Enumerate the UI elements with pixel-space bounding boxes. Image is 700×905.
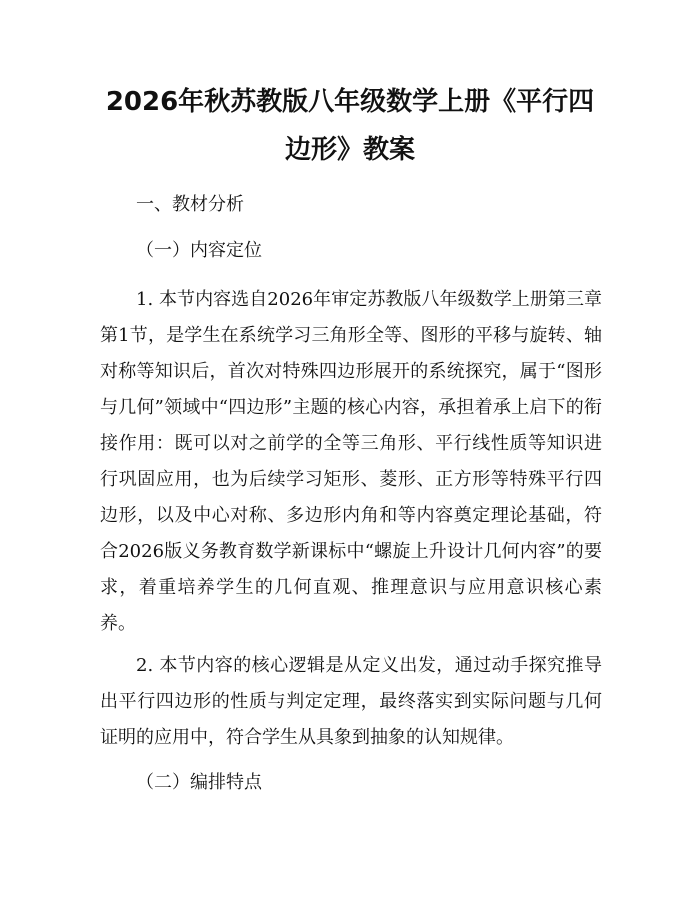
subsection-heading-content-positioning: （一）内容定位 [136,240,262,261]
paragraph-1: 1. 本节内容选自2026年审定苏教版八年级数学上册第三章第1节，是学生在系统学习三角形全等、图形的平移与旋转、轴对称等知识后，首次对特殊四边形展开的系统探究，属于“图形与几何”领域中“四边形”主题的核心内容，承担着承上启下的衔接作用：既可以对之前学的全等三角形、平行线性质等知识进行巩固应用，也为后续学习矩形、菱形、正方形等特殊平行四边形，以及中心对称、多边形内角和等内容奠定理论基础，符合2026版义务教育数学新课标中“螺旋上升设计几何内容”的要求，着重培养学生的几何直观、推理意识与应用意识核心素养。 [100,289,602,634]
section-heading-teaching-material-analysis: 一、教材分析 [136,194,244,215]
paragraph-2: 2. 本节内容的核心逻辑是从定义出发，通过动手探究推导出平行四边形的性质与判定定理，最终落实到实际问题与几何证明的应用中，符合学生从具象到抽象的认知规律。 [100,655,602,748]
subsection-heading-arrangement-features: （二）编排特点 [136,772,262,793]
document-title: 2026年秋苏教版八年级数学上册《平行四边形》教案 [105,87,595,165]
